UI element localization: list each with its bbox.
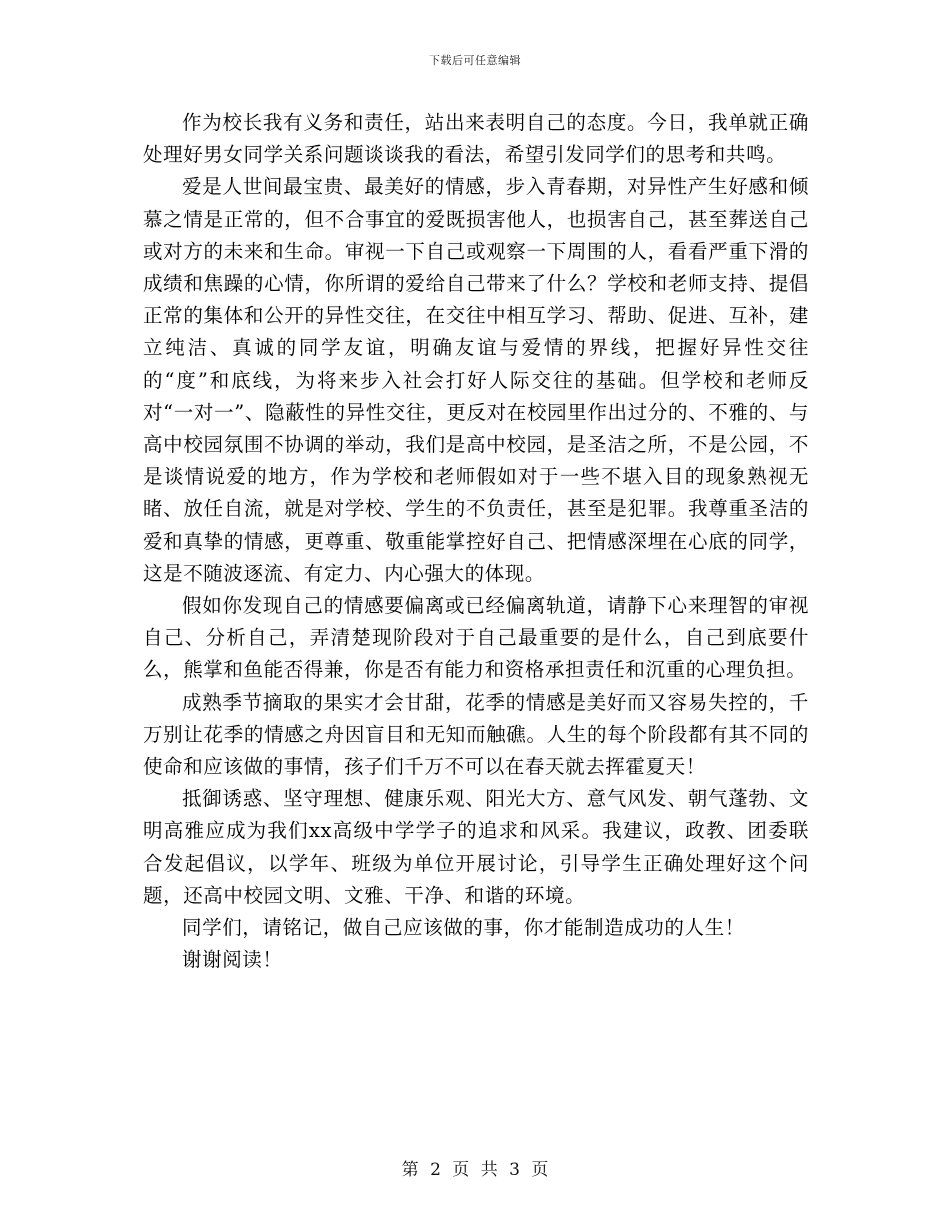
paragraph-thanks: 谢谢阅读！ bbox=[182, 948, 283, 972]
paragraph-love-discussion: 爱是人世间最宝贵、最美好的情感，步入青春期，对异性产生好感和倾慕之情是正常的，但不合事宜的爱既损害他人，也损害自己，甚至葬送自己或对方的未来和生命。审视一下自己或观察一下周围的人，看看严重下滑的成绩和焦躁的心情，你所谓的爱给自己带来了什么？学校和老师支持、提倡正常的集体和公开的异性交往，在交往中相互学习、帮助、促进、互补，建立纯洁、真诚的同学友谊，明确友谊与爱情的界线，把握好异性交往的“度”和底线，为将来步入社会打好人际交往的基础。但学校和老师反对“一对一”、隐蔽性的异性交往，更反对在校园里作出过分的、不雅的、与高中校园氛围不协调的举动，我们是高中校园，是圣洁之所，不是公园，不是谈情说爱的地方，作为学校和老师假如对于一些不堪入目的现象熟视无睹、放任自流，就是对学校、学生的不负责任，甚至是犯罪。我尊重圣洁的爱和真挚的情感，更尊重、敬重能掌控好自己、把情感深埋在心底的同学，这是不随波逐流、有定力、内心强大的体现。 bbox=[143, 175, 809, 585]
paragraph-maturity: 成熟季节摘取的果实才会甘甜，花季的情感是美好而又容易失控的，千万别让花季的情感之舟因盲目和无知而触礁。人生的每个阶段都有其不同的使命和应该做的事情，孩子们千万不可以在春天就去挥霍夏天！ bbox=[143, 690, 809, 779]
page-header: 下载后可任意编辑 bbox=[429, 54, 521, 67]
document-body bbox=[143, 107, 809, 976]
paragraph-intro: 作为校长我有义务和责任，站出来表明自己的态度。今日，我单就正确处理好男女同学关系问题谈谈我的看法，希望引发同学们的思考和共鸣。 bbox=[143, 111, 809, 167]
page-number: 第 2 页 共 3 页 bbox=[401, 1160, 549, 1180]
paragraph-proposal: 抵御诱惑、坚守理想、健康乐观、阳光大方、意气风发、朝气蓬勃、文明高雅应成为我们xx高级中学学子的追求和风采。我建议，政教、团委联合发起倡议，以学年、班级为单位开展讨论，引导学生正确处理好这个问题，还高中校园文明、文雅、干净、和谐的环境。 bbox=[143, 787, 809, 907]
paragraph-self-reflection: 假如你发现自己的情感要偏离或已经偏离轨道，请静下心来理智的审视自己、分析自己，弄清楚现阶段对于自己最重要的是什么，自己到底要什么，熊掌和鱼能否得兼，你是否有能力和资格承担责任和沉重的心理负担。 bbox=[143, 594, 809, 682]
paragraph-closing: 同学们，请铭记，做自己应该做的事，你才能制造成功的人生！ bbox=[182, 916, 745, 940]
